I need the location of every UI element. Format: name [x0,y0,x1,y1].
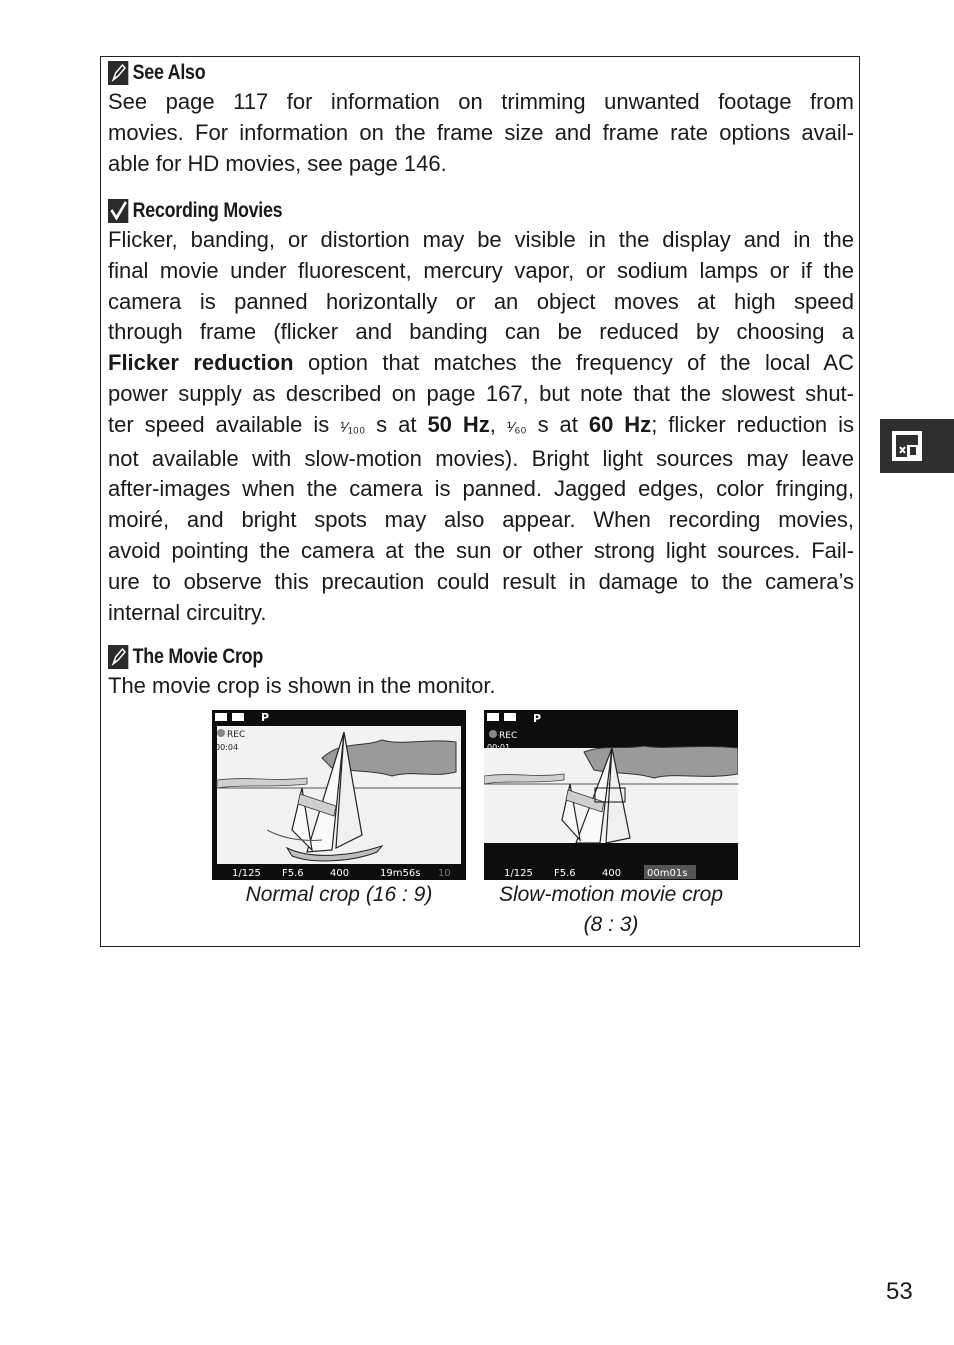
chapter-tab [880,419,954,473]
text-line: able for HD movies, see page 146. [108,150,447,176]
recording-movies-heading [108,199,742,223]
caption-line: (8 : 3) [583,913,639,936]
see-also-section [108,61,854,179]
movie-crop-text [108,671,854,702]
rec-indicator: REC [227,730,246,740]
pencil-note-icon [108,645,128,669]
slow-motion-crop-monitor-image [484,710,738,880]
notes-box [100,56,860,947]
see-also-text [108,87,854,179]
text-line: avoid pointing the camera at the sun or other strong light sources. Fail- [108,537,854,563]
iso-value: 400 [602,868,622,879]
normal-crop-monitor-image [212,710,466,880]
slow-motion-crop-caption [471,880,751,940]
text-line: final movie under fluorescent, mercury vapor, or sodium lamps or if the [108,257,854,283]
text-line: internal circuitry. [108,599,267,625]
mode-indicator: P [533,712,542,725]
caption-line: Slow-motion movie crop [498,883,724,906]
text-line: Flicker, banding, or distortion may be visible in the display and in the [108,227,854,252]
text-line: ter speed available is ¹⁄₁₀₀ s at 50 Hz, ¹⁄₆₀ s at 60 Hz; flicker reduction is [108,411,855,437]
shutter-speed: 1/125 [504,868,533,879]
fraction: ¹⁄₁₀₀ [340,418,366,436]
see-also-heading [108,61,742,85]
normal-crop-caption: Normal crop (16 : 9) [245,883,433,906]
hz-50-term: 50 Hz [427,411,490,437]
fraction: ¹⁄₆₀ [506,418,527,436]
remaining-time: 00m01s [647,868,688,879]
pencil-note-icon [108,61,128,85]
elapsed-time: 00:01 [487,743,511,752]
shutter-speed: 1/125 [232,868,261,879]
mode-indicator: P [261,711,270,724]
aperture: F5.6 [282,868,304,879]
elapsed-time: 00:04 [215,743,239,752]
text-line: through frame (flicker and banding can be reduced by choosing a [108,319,854,345]
text-line: movies. For information on the frame size and frame rate options avail- [108,119,854,145]
text-line: moiré, and bright spots may also appear. When recording movies, [108,507,854,533]
text-line: power supply as described on page 167, but note that the slowest shut- [108,380,854,406]
text-line: See page 117 for information on trimming unwanted footage from [108,89,854,114]
recording-movies-section [108,199,854,628]
text-line: ure to observe this precaution could result in damage to the camera’s [108,568,854,594]
recording-movies-text [108,225,854,628]
see-also-title: See Also [132,61,206,84]
text-line: The movie crop is shown in the monitor. [108,673,496,698]
movie-crop-section [108,645,854,702]
text-line: camera is panned horizontally or an object moves at high speed [108,288,854,314]
flicker-reduction-term: Flicker reduction [108,350,294,376]
extra-count: 10 [438,868,451,879]
page-number: 53 [886,1278,913,1305]
movie-crop-title: The Movie Crop [132,645,263,668]
aperture: F5.6 [554,868,576,879]
text-line: not available with slow-motion movies). Bright light sources may leave [108,445,854,471]
remaining-time: 19m56s [380,868,421,879]
recording-movies-title: Recording Movies [132,199,283,222]
text-line: Flicker reduction option that matches the frequency of the local AC [108,350,854,376]
rec-indicator: REC [499,731,518,741]
checkmark-caution-icon [108,199,128,223]
text-line: after-images when the camera is panned. Jagged edges, color fringing, [108,476,854,502]
movie-camera-icon [880,419,954,473]
movie-crop-heading [108,645,742,669]
iso-value: 400 [330,868,350,879]
hz-60-term: 60 Hz [588,411,652,437]
